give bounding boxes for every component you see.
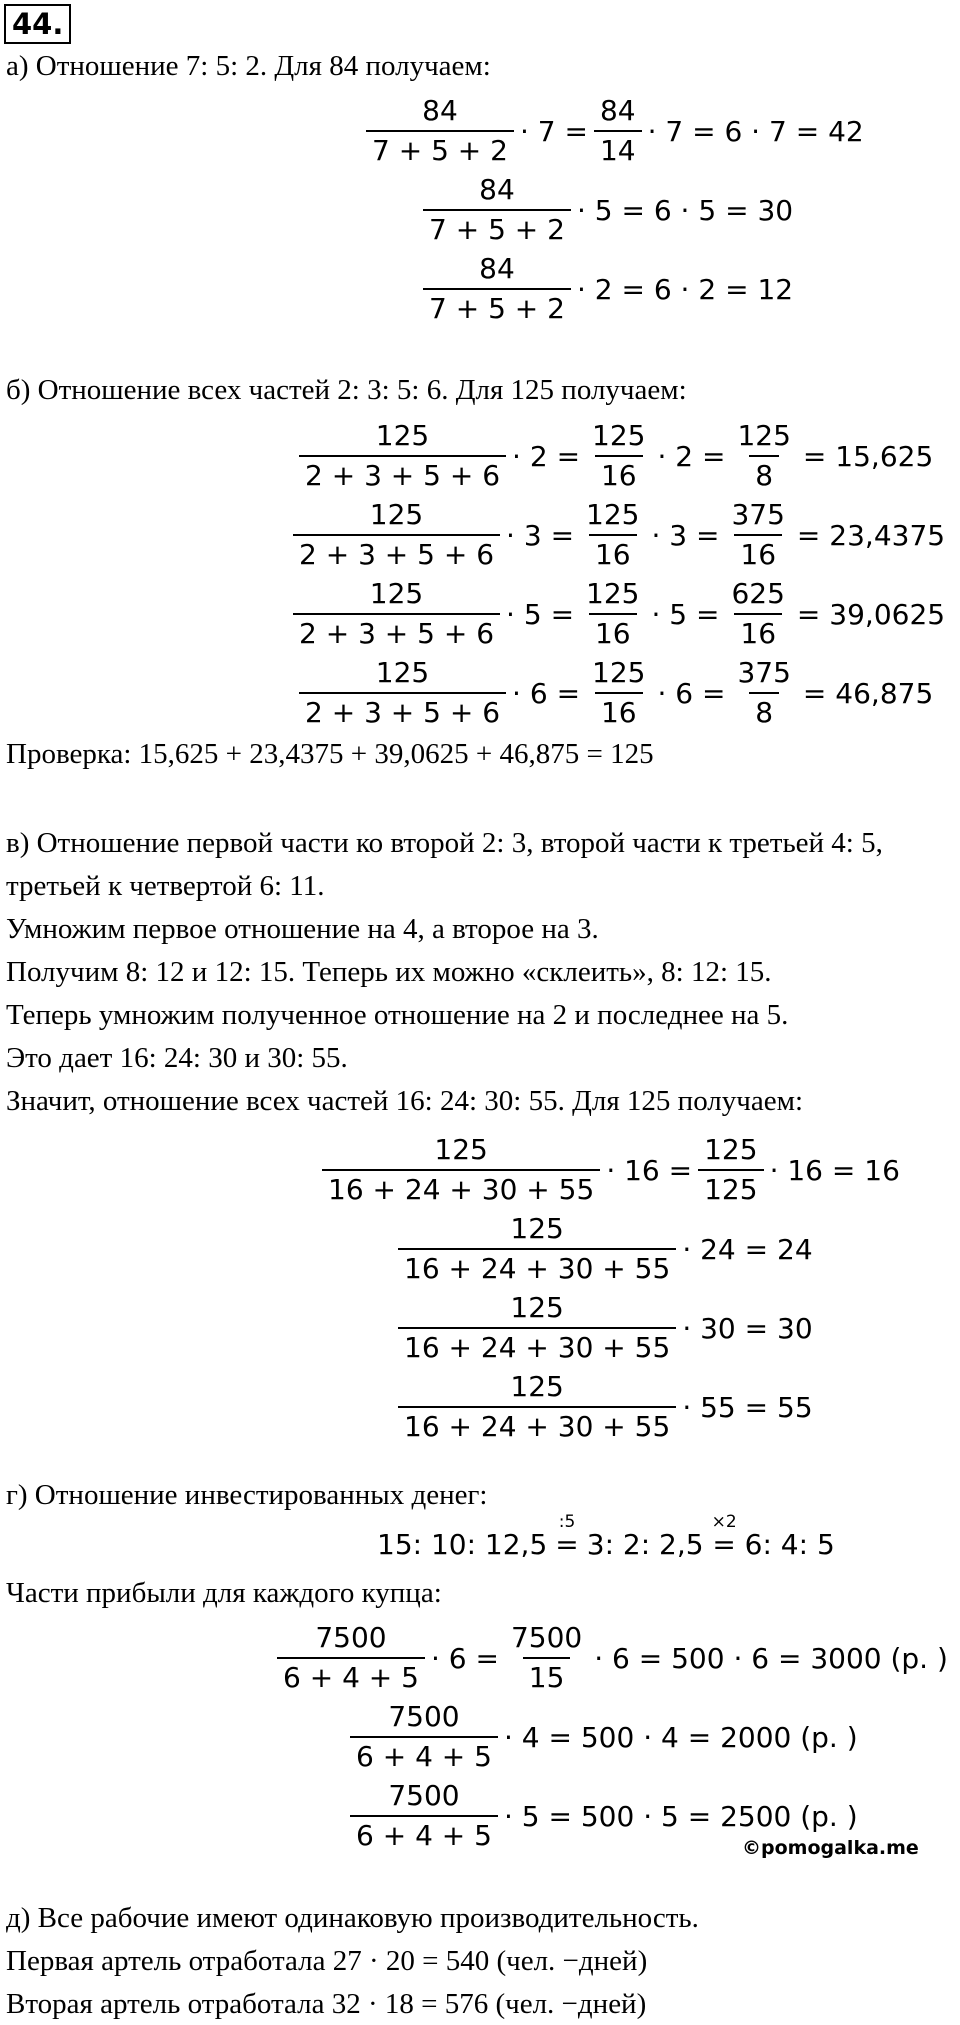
fraction	[594, 96, 642, 166]
part-v-line4: Получим 8: 12 и 12: 15. Теперь их можно «склеить», 8: 12: 15.	[6, 956, 772, 988]
numerator: 84	[479, 173, 515, 206]
fraction	[398, 1293, 676, 1363]
denominator: 16	[595, 692, 643, 728]
denominator: 2 + 3 + 5 + 6	[293, 534, 500, 570]
fraction	[293, 579, 500, 649]
denominator: 2 + 3 + 5 + 6	[293, 613, 500, 649]
numerator: 7500	[388, 1700, 460, 1733]
ratio-part: 15: 10: 12,5	[377, 1528, 548, 1561]
denominator: 2 + 3 + 5 + 6	[299, 455, 506, 491]
expression-segment: · 7 = 6 · 7 = 42	[647, 114, 864, 148]
fraction	[725, 500, 790, 570]
equals-sign: =	[712, 1528, 736, 1561]
denominator: 6 + 4 + 5	[277, 1657, 425, 1693]
denominator: 16	[589, 613, 637, 649]
expression-segment: · 6 =	[657, 676, 726, 710]
expression-segment: · 30 = 30	[682, 1311, 813, 1345]
expression-segment: = 46,875	[802, 676, 934, 710]
expression-segment: · 55 = 55	[682, 1390, 813, 1424]
expression-segment: · 6 =	[430, 1641, 499, 1675]
part-b-check: Проверка: 15,625 + 23,4375 + 39,0625 + 46,875 = 125	[6, 738, 654, 770]
fraction	[277, 1623, 425, 1693]
ratio-part: 6: 4: 5	[744, 1528, 835, 1561]
denominator: 7 + 5 + 2	[423, 288, 571, 324]
numerator: 125	[586, 577, 640, 610]
denominator: 16	[734, 534, 782, 570]
denominator: 16 + 24 + 30 + 55	[398, 1406, 676, 1442]
numerator: 7500	[315, 1621, 387, 1654]
fraction	[366, 96, 514, 166]
denominator: 16 + 24 + 30 + 55	[322, 1169, 600, 1205]
expression-segment: · 6 =	[512, 676, 581, 710]
expression-segment: · 2 =	[512, 439, 581, 473]
denominator: 16	[734, 613, 782, 649]
denominator: 16 + 24 + 30 + 55	[398, 1327, 676, 1363]
numerator: 7500	[388, 1779, 460, 1812]
expression-segment: · 5 = 6 · 5 = 30	[576, 193, 794, 227]
numerator: 125	[592, 656, 646, 689]
fraction	[398, 1372, 676, 1442]
denominator: 2 + 3 + 5 + 6	[299, 692, 506, 728]
denominator: 8	[749, 692, 779, 728]
expression-segment: · 3 =	[651, 518, 720, 552]
fraction	[586, 658, 651, 728]
expression-segment: · 5 =	[651, 597, 720, 631]
denominator: 6 + 4 + 5	[350, 1736, 498, 1772]
fraction	[350, 1702, 498, 1772]
numerator: 125	[737, 419, 791, 452]
part-v-line2: третьей к четвертой 6: 11.	[6, 870, 325, 902]
ratio-part: 3: 2: 2,5	[586, 1528, 704, 1561]
equation-v1	[318, 1129, 902, 1211]
part-d-line3: Вторая артель отработала 32 · 18 = 576 (чел. −дней)	[6, 1988, 647, 2020]
fraction	[299, 658, 506, 728]
denominator: 8	[749, 455, 779, 491]
denominator: 7 + 5 + 2	[423, 209, 571, 245]
transform-label: ×2	[711, 1512, 737, 1532]
numerator: 125	[434, 1133, 488, 1166]
part-v-line7: Значит, отношение всех частей 16: 24: 30: 55. Для 125 получаем:	[6, 1085, 804, 1117]
numerator: 125	[510, 1291, 564, 1324]
problem-number: 44.	[4, 4, 71, 44]
fraction	[398, 1214, 676, 1284]
part-d-line1: д) Все рабочие имеют одинаковую производительность.	[6, 1902, 699, 1934]
equation-a2	[419, 169, 795, 251]
fraction	[350, 1781, 498, 1851]
expression-segment: · 5 = 500 · 5 = 2500 (р. )	[503, 1799, 858, 1833]
numerator: 7500	[510, 1621, 583, 1654]
equation-b1	[295, 415, 935, 497]
expression-segment: · 7 =	[519, 114, 588, 148]
expression-segment: = 15,625	[802, 439, 934, 473]
numerator: 125	[369, 498, 424, 531]
expression-segment: · 16 =	[606, 1153, 693, 1187]
numerator: 125	[510, 1212, 564, 1245]
fraction	[725, 579, 790, 649]
numerator: 125	[375, 419, 430, 452]
equation-a3	[419, 248, 795, 330]
denominator: 16	[589, 534, 637, 570]
fraction	[731, 658, 796, 728]
expression-segment: · 3 =	[506, 518, 575, 552]
numerator: 125	[369, 577, 424, 610]
fraction	[731, 421, 796, 491]
equation-b4	[295, 652, 935, 734]
equation-g1	[273, 1617, 950, 1699]
denominator: 16 + 24 + 30 + 55	[398, 1248, 676, 1284]
numerator: 125	[510, 1370, 564, 1403]
numerator: 84	[422, 94, 458, 127]
numerator: 125	[592, 419, 646, 452]
fraction	[423, 254, 571, 324]
denominator: 6 + 4 + 5	[350, 1815, 498, 1851]
denominator: 16	[595, 455, 643, 491]
fraction	[505, 1623, 588, 1693]
part-d-line2: Первая артель отработала 27 · 20 = 540 (чел. −дней)	[6, 1945, 648, 1977]
expression-segment: · 16 = 16	[769, 1153, 900, 1187]
equation-v3	[394, 1287, 815, 1369]
expression-segment: · 6 = 500 · 6 = 3000 (р. )	[594, 1641, 948, 1675]
denominator: 125	[698, 1169, 763, 1205]
numerator: 84	[599, 94, 636, 127]
equation-v4	[394, 1366, 815, 1448]
part-b-intro: б) Отношение всех частей 2: 3: 5: 6. Для 125 получаем:	[6, 374, 687, 406]
numerator: 375	[737, 656, 791, 689]
part-g-parts: Части прибыли для каждого купца:	[6, 1577, 442, 1609]
numerator: 125	[375, 656, 430, 689]
part-v-line5: Теперь умножим полученное отношение на 2 и последнее на 5.	[6, 999, 789, 1031]
fraction	[299, 421, 506, 491]
equals-sign: =	[555, 1528, 579, 1561]
part-v-line6: Это дает 16: 24: 30 и 30: 55.	[6, 1042, 348, 1074]
fraction	[586, 421, 651, 491]
numerator: 125	[704, 1133, 758, 1166]
numerator: 375	[731, 498, 785, 531]
equation-g2	[346, 1696, 860, 1778]
expression-segment: · 5 =	[506, 597, 575, 631]
expression-segment: · 4 = 500 · 4 = 2000 (р. )	[503, 1720, 858, 1754]
part-v-line1: в) Отношение первой части ко второй 2: 3, второй части к третьей 4: 5,	[6, 827, 883, 859]
expression-segment: · 24 = 24	[682, 1232, 813, 1266]
numerator: 625	[731, 577, 785, 610]
fraction	[293, 500, 500, 570]
equation-b2	[289, 494, 947, 576]
expression-segment: = 23,4375	[796, 518, 946, 552]
numerator: 125	[586, 498, 640, 531]
part-a-intro: а) Отношение 7: 5: 2. Для 84 получаем:	[6, 50, 491, 82]
equation-a1	[362, 90, 866, 172]
transform-label: :5	[558, 1512, 576, 1532]
denominator: 14	[594, 130, 642, 166]
equation-v2	[394, 1208, 815, 1290]
ratio-transform	[712, 1514, 737, 1560]
denominator: 7 + 5 + 2	[366, 130, 514, 166]
expression-segment: · 2 = 6 · 2 = 12	[576, 272, 794, 306]
fraction	[580, 500, 645, 570]
fraction	[322, 1135, 600, 1205]
ratio-transform	[555, 1514, 578, 1560]
expression-segment: · 2 =	[657, 439, 726, 473]
fraction	[698, 1135, 763, 1205]
fraction	[580, 579, 645, 649]
numerator: 84	[479, 252, 515, 285]
part-g-intro: г) Отношение инвестированных денег:	[6, 1479, 488, 1511]
expression-segment: = 39,0625	[796, 597, 946, 631]
fraction	[423, 175, 571, 245]
denominator: 15	[523, 1657, 571, 1693]
equation-g-ratio	[375, 1514, 837, 1560]
part-v-line3: Умножим первое отношение на 4, а второе на 3.	[6, 913, 599, 945]
equation-b3	[289, 573, 947, 655]
watermark: ©pomogalka.me	[742, 1837, 919, 1859]
